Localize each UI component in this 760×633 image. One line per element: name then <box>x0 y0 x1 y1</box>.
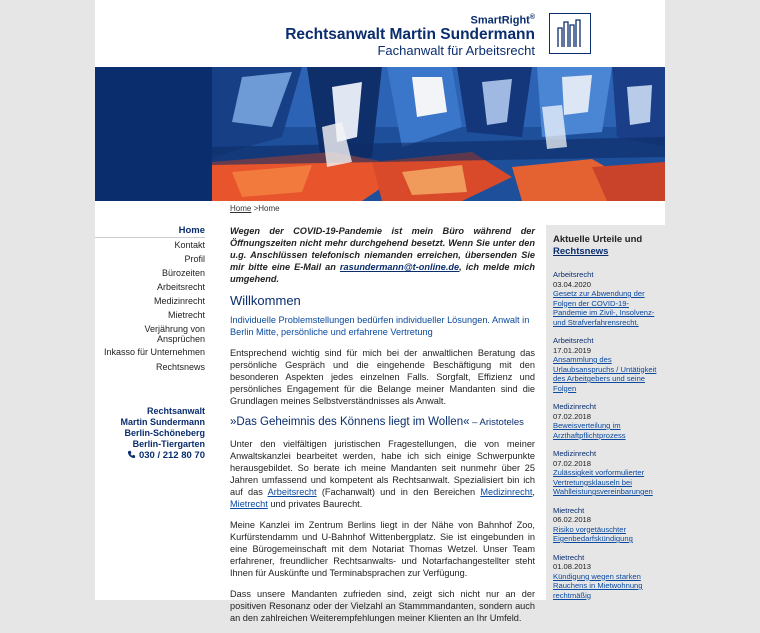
office-paragraph: Meine Kanzlei im Zentrum Berlins liegt in der Nähe von Bahnhof Zoo, Kurfürstendamm und U-Bahnhof Wittenbergplatz. Sie ist eingebunden in eine Bürogemeinschaft mit dem Notariat Thomas Wetzel. Unser Team erfahrener, freundlicher Rechtsanwalts- und Notarfachangestellter steht Ihnen für Auskünfte und Terminabsprachen zur Verfügung. <box>230 520 535 578</box>
lead-text: Individuelle Problemstellungen bedürfen individueller Lösungen. Anwalt in Berlin Mitte, persönliche und erfahrene Vertretung <box>230 315 530 337</box>
nav-item-arbeitsrecht[interactable]: Arbeitsrecht <box>156 282 205 292</box>
quote-heading: »Das Geheimnis des Könnens liegt im Wollen« – Aristoteles <box>230 416 524 428</box>
news-date: 03.04.2020 <box>553 279 592 289</box>
contact-location-2: Berlin-Tiergarten <box>132 439 205 449</box>
focus-paragraph: Unter den vielfältigen juristischen Fragestellungen, die von meiner Anwaltskanzlei bearbeitet werden, habe ich sich einige Schwerpunkte herausgebildet. So berate ich meine Mandanten seit nunmehr über 25 Jahren umfassend und kompetent als Rechtsanwalt. Spezialisiert bin ich auf das Arbeitsrecht (Fachanwalt) und in den Bereichen Medizinrecht, Mietrecht und privates Baurecht. <box>230 439 535 509</box>
news-heading: Aktuelle Urteile und Rechtsnews <box>553 234 643 257</box>
nav-item-verjaehrung[interactable]: Verjährung von Ansprüchen <box>144 324 205 344</box>
link-arbeitsrecht[interactable]: Arbeitsrecht <box>267 487 317 497</box>
news-link[interactable]: Beweisverteilung im Arzthaftpflichtprozess <box>553 421 626 440</box>
notice-email-link[interactable]: rasundermann@t-online.de <box>339 262 460 272</box>
news-category: Arbeitsrecht <box>553 270 594 279</box>
news-heading-link[interactable]: Rechtsnews <box>553 246 609 257</box>
news-date: 07.02.2018 <box>553 458 592 468</box>
phone-number: 030 / 212 80 70 <box>138 450 205 461</box>
breadcrumb-home[interactable]: Home <box>230 204 252 213</box>
phone-icon <box>127 450 139 461</box>
news-category: Medizinrecht <box>553 449 597 458</box>
main-content <box>230 225 535 633</box>
nav-item-profil[interactable]: Profil <box>184 254 205 264</box>
news-entry <box>553 553 661 601</box>
breadcrumb-separator: > <box>253 204 259 213</box>
news-date: 17.01.2019 <box>553 345 592 355</box>
link-medizinrecht[interactable]: Medizinrecht <box>480 487 533 497</box>
news-entry <box>553 506 661 544</box>
building-columns-icon[interactable] <box>549 13 591 54</box>
news-link[interactable]: Ansammlung des Urlaubsanspruchs / Untätigkeit des Arbeitgebers und seine Folgen <box>553 355 657 393</box>
nav-item-inkasso[interactable]: Inkasso für Unternehmen <box>103 347 205 357</box>
contact-block <box>95 406 205 461</box>
news-date: 06.02.2018 <box>553 515 592 524</box>
news-entry <box>553 270 661 327</box>
news-entry <box>553 449 661 497</box>
covid-notice: Wegen der COVID-19-Pandemie ist mein Büro während der Öffnungszeiten nicht mehr durchgehend besetzt. Wenn Sie unter den u.g. Anschlüssen telefonisch niemanden erreichen, übersenden Sie mir bitte eine E-Mail an rasundermann@t-online.de, ich melde mich umgehend. <box>230 226 535 284</box>
link-mietrecht[interactable]: Mietrecht <box>230 499 268 509</box>
contact-name: Martin Sundermann <box>120 417 205 427</box>
brand: SmartRight® <box>470 14 535 27</box>
intro-paragraph: Entsprechend wichtig sind für mich bei der anwaltlichen Beratung das persönliche Gespräch und die eingehende Beschäftigung mit den besonderen Aspekten jedes einzelnen Falls. Sorgfalt, Effizienz und persönliches Engagement für die Belange meiner Mandanten sind die Grundlagen meines Selbstverständnisses als Anwalt. <box>230 348 535 406</box>
site-title[interactable]: Rechtsanwalt Martin Sundermann <box>285 26 535 43</box>
breadcrumb-current: Home <box>258 204 280 213</box>
nav-item-rechtsnews[interactable]: Rechtsnews <box>155 362 205 372</box>
news-entry <box>553 402 661 440</box>
news-date: 01.08.2013 <box>553 562 592 571</box>
contact-phone[interactable] <box>95 450 205 461</box>
site-subtitle: Fachanwalt für Arbeitsrecht <box>377 43 535 58</box>
news-category: Mietrecht <box>553 505 585 515</box>
breadcrumb <box>230 204 280 213</box>
painting-image <box>212 67 665 201</box>
nav-item-kontakt[interactable]: Kontakt <box>174 240 205 250</box>
contact-role: Rechtsanwalt <box>146 406 205 416</box>
news-entry <box>553 336 661 393</box>
news-link[interactable]: Risiko vorgetäuschter Eigenbedarfskündigung <box>553 524 633 543</box>
clients-paragraph: Dass unsere Mandanten zufrieden sind, zeigt sich nicht nur an der positiven Resonanz oder der Vielzahl an Stammmandanten, sondern auch an den zahlreichen Weiterempfehlungen meiner Klienten an Ihr Umfeld. <box>230 589 535 623</box>
news-category: Medizinrecht <box>553 402 597 411</box>
page <box>95 0 665 623</box>
nav-item-mietrecht[interactable]: Mietrecht <box>167 310 205 320</box>
news-date: 07.02.2018 <box>553 411 592 421</box>
sidebar-nav <box>95 225 205 374</box>
site-header <box>95 0 665 67</box>
nav-item-buerozeiten[interactable]: Bürozeiten <box>161 268 205 278</box>
news-category: Arbeitsrecht <box>553 336 594 345</box>
news-sidebar <box>546 225 665 600</box>
hero-banner <box>95 67 665 201</box>
news-link[interactable]: Gesetz zur Abwendung der Folgen der COVID-19-Pandemie im Zivil-, Insolvenz- und Strafverfahrensrecht. <box>553 289 655 327</box>
contact-location-1: Berlin-Schöneberg <box>124 428 205 438</box>
news-category: Mietrecht <box>553 552 585 562</box>
nav-item-home[interactable]: Home <box>178 225 205 236</box>
news-link[interactable]: Zulässigkeit vorformulierter Vertretungsklauseln bei Wahlleistungsvereinbarungen <box>553 468 653 496</box>
nav-item-medizinrecht[interactable]: Medizinrecht <box>153 296 205 306</box>
news-link[interactable]: Kündigung wegen starken Rauchens in Mietwohnung rechtmäßig <box>553 571 643 600</box>
page-title: Willkommen <box>230 293 301 308</box>
